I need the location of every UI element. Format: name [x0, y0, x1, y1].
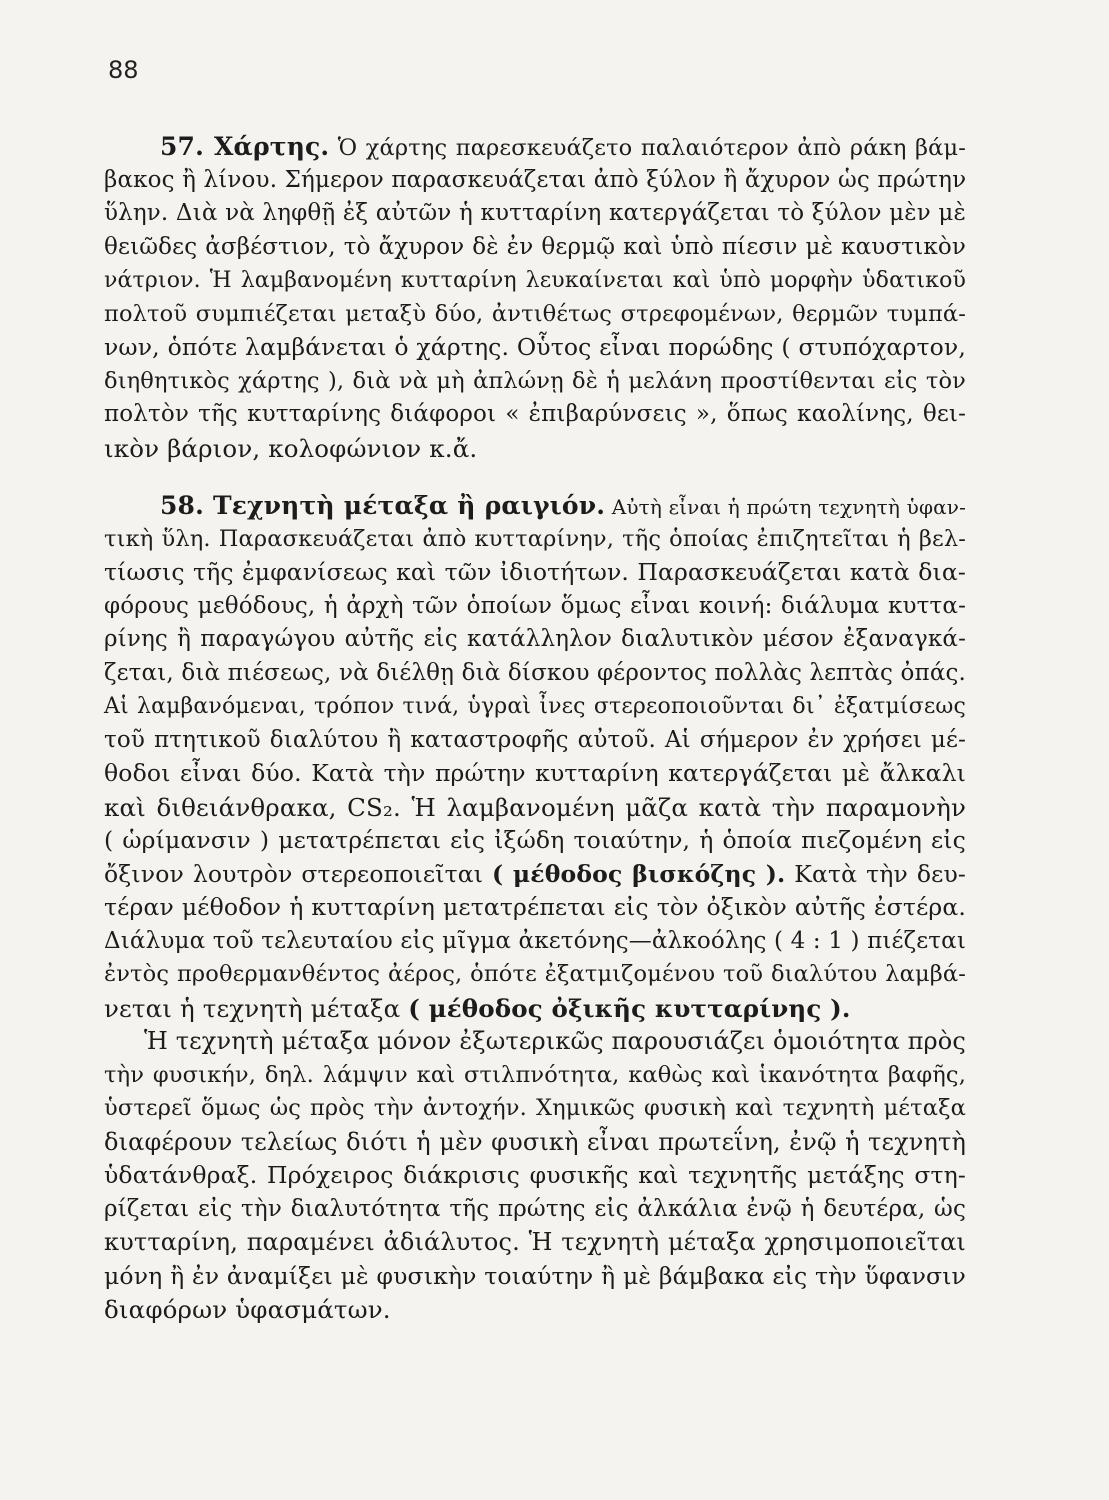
- section-58-line: θοδοι εἶναι δύο. Κατὰ τὴν πρώτην κυτταρίνη κατεργάζεται μὲ ἄλκαλι: [104, 759, 966, 787]
- paragraph-2-line: ρίζεται εἰς τὴν διαλυτότητα τῆς πρώτης εἰς ἀλκάλια ἐνῷ ἡ δευτέρα, ὡς: [104, 1195, 966, 1222]
- paragraph-2-line: Ἡ τεχνητὴ μέταξα μόνον ἐξωτερικῶς παρουσιάζει ὁμοιότητα πρὸς: [144, 1027, 966, 1055]
- paragraph-2-line: διαφόρων ὑφασμάτων.: [104, 1295, 391, 1324]
- section-57-heading: 57. Χάρτης.: [160, 132, 330, 161]
- paragraph-2-line: μόνη ἢ ἐν ἀναμίξει μὲ φυσικὴν τοιαύτην ἢ μὲ βάμβακα εἰς τὴν ὕφανσιν: [104, 1261, 966, 1290]
- section-57-line: πολτοῦ συμπιέζεται μεταξὺ δύο, ἀντιθέτως στρεφομένων, θερμῶν τυμπά-: [104, 300, 966, 327]
- acetate-method-term: ( μέθοδος ὀξικῆς κυτταρίνης ).: [408, 993, 851, 1023]
- section-gap: [104, 465, 966, 489]
- section-58-text: Αὐτὴ εἶναι ἡ πρώτη τεχνητὴ ὑφαν-: [605, 495, 966, 519]
- section-58-line: Διάλυμα τοῦ τελευταίου εἰς μῖγμα ἀκετόνης—ἀλκοόλης ( 4 : 1 ) πιέζεται: [104, 927, 966, 954]
- section-57-line: νάτριον. Ἡ λαμβανομένη κυτταρίνη λευκαίνεται καὶ ὑπὸ μορφὴν ὑδατικοῦ: [104, 268, 966, 293]
- paragraph-2-line: κυτταρίνη, παραμένει ἀδιάλυτος. Ἡ τεχνητὴ μέταξα χρησιμοποιεῖται: [104, 1228, 966, 1256]
- section-58-line-1: [104, 489, 966, 523]
- paragraph-2-line: ὑστερεῖ ὅμως ὡς πρὸς τὴν ἀντοχήν. Χημικῶς φυσικὴ καὶ τεχνητὴ μέταξα: [104, 1095, 966, 1121]
- section-58-line: ( ὡρίμανσιν ) μετατρέπεται εἰς ἰξώδη τοιαύτην, ἡ ὁποία πιεζομένη εἰς: [104, 826, 966, 854]
- acetate-prefix: νεται ἡ τεχνητὴ μέταξα: [104, 993, 409, 1023]
- section-58-line: ἐντὸς προθερμανθέντος ἀέρος, ὁπότε ἐξατμιζομένου τοῦ διαλύτου λαμβά-: [104, 961, 966, 987]
- paragraph-2-line: τὴν φυσικήν, δηλ. λάμψιν καὶ στιλπνότητα, καθὼς καὶ ἱκανότητα βαφῆς,: [104, 1061, 966, 1088]
- section-58-line: ζεται, διὰ πιέσεως, νὰ διέλθῃ διὰ δίσκου φέροντος πολλὰς λεπτὰς ὀπάς.: [104, 659, 966, 686]
- section-57-line: πολτὸν τῆς κυτταρίνης διάφοροι « ἐπιβαρύνσεις », ὅπως καολίνης, θει-: [104, 401, 966, 427]
- section-58-heading: 58. Τεχνητὴ μέταξα ἢ ραιγιόν.: [160, 491, 606, 520]
- section-58-line: ρίνης ἢ παραγώγου αὐτῆς εἰς κατάλληλον διαλυτικὸν μέσον ἐξαναγκά-: [104, 626, 966, 652]
- body-text: [104, 130, 966, 1327]
- section-58-line: τοῦ πτητικοῦ διαλύτου ἢ καταστροφῆς αὐτοῦ. Αἱ σήμερον ἐν χρήσει μέ-: [104, 726, 966, 753]
- section-57-line: ὕλην. Διὰ νὰ ληφθῇ ἐξ αὐτῶν ἡ κυτταρίνη κατεργάζεται τὸ ξύλον μὲν μὲ: [104, 200, 966, 226]
- viscose-suffix: Κατὰ τὴν δευ-: [785, 859, 966, 888]
- section-58-line: τέραν μέθοδον ἡ κυτταρίνη μετατρέπεται εἰς τὸν ὀξικὸν αὐτῆς ἐστέρα.: [104, 893, 966, 921]
- section-58-line: τίωσις τῆς ἐμφανίσεως καὶ τῶν ἰδιοτήτων. Παρασκευάζεται κατὰ δια-: [104, 558, 966, 586]
- page-number: 88: [108, 56, 139, 84]
- section-57-line: βακος ἢ λίνου. Σήμερον παρασκευάζεται ἀπὸ ξύλον ἢ ἄχυρον ὡς πρώτην: [104, 166, 967, 193]
- viscose-method-term: ( μέθοδος βισκόζης ).: [492, 859, 786, 888]
- section-57-text: Ὁ χάρτης παρεσκευάζετο παλαιότερον ἀπὸ ράκη βάμ-: [329, 135, 966, 161]
- section-57-line: νων, ὁπότε λαμβάνεται ὁ χάρτης. Οὗτος εἶναι πορώδης ( στυπόχαρτον,: [104, 333, 966, 361]
- paragraph-2-line: διαφέρουν τελείως διότι ἡ μὲν φυσικὴ εἶναι πρωτεΐνη, ἐνῷ ἡ τεχνητὴ: [104, 1127, 966, 1156]
- section-57-line: διηθητικὸς χάρτης ), διὰ νὰ μὴ ἀπλώνῃ δὲ ἡ μελάνη προστίθενται εἰς τὸν: [104, 367, 966, 394]
- section-58-acetate-line: [104, 992, 966, 1026]
- section-58-line: Αἱ λαμβανόμεναι, τρόπον τινά, ὑγραὶ ἶνες στερεοποιοῦνται δι᾽ ἐξατμίσεως: [104, 694, 966, 719]
- viscose-prefix: ὄξινον λουτρὸν στερεοποιεῖται: [104, 859, 493, 888]
- section-57-line: θειῶδες ἀσβέστιον, τὸ ἄχυρον δὲ ἐν θερμῷ καὶ ὑπὸ πίεσιν μὲ καυστικὸν: [104, 233, 966, 260]
- section-57-line: ικὸν βάριον, κολοφώνιον κ.ἄ.: [104, 433, 478, 463]
- section-57-line-1: [104, 130, 966, 164]
- section-58-line: φόρους μεθόδους, ἡ ἀρχὴ τῶν ὁποίων ὅμως εἶναι κοινή: διάλυμα κυττα-: [104, 592, 966, 619]
- section-58-line: καὶ διθειάνθρακα, CS₂. Ἡ λαμβανομένη μᾶζα κατὰ τὴν παραμονὴν: [104, 792, 966, 822]
- section-58-line: τικὴ ὕλη. Παρασκευάζεται ἀπὸ κυτταρίνην, τῆς ὁποίας ἐπιζητεῖται ἡ βελ-: [104, 525, 966, 552]
- section-58-viscose-line: [104, 858, 966, 892]
- paragraph-2-line: ὑδατάνθραξ. Πρόχειρος διάκρισις φυσικῆς καὶ τεχνητῆς μετάξης στη-: [104, 1161, 966, 1189]
